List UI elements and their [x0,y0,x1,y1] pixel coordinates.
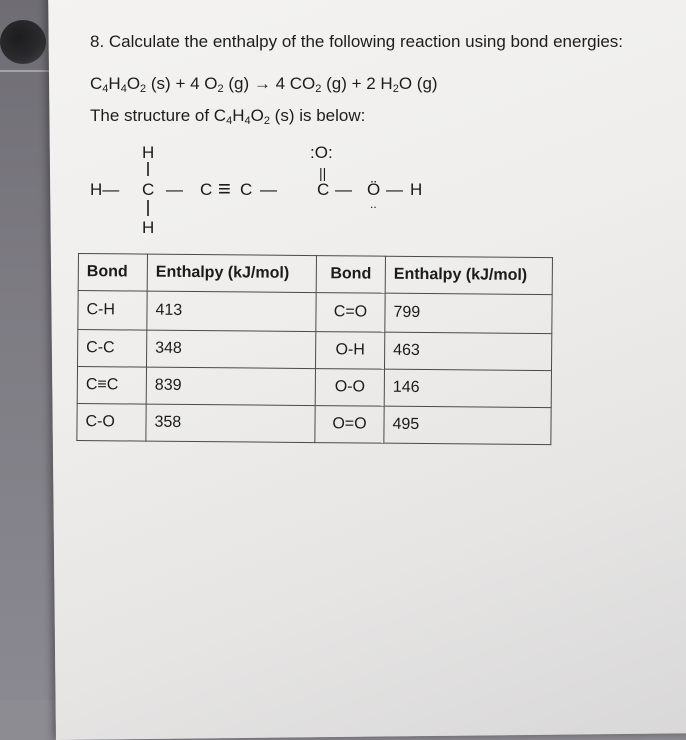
cell-enthalpy: 495 [384,406,551,444]
structure-prompt: The structure of $C_4H_4O_2$ (s) is below: [90,106,366,127]
table-row [78,291,552,334]
cell-enthalpy: 463 [384,332,551,370]
question-title: 8. Calculate the enthalpy of the following reaction using bond energies: [90,32,624,51]
cell-bond: C-C [78,330,147,368]
atom-c3: C [240,180,253,199]
table-row [77,403,551,444]
atom-c2: C [200,180,213,199]
molecule-structure [80,138,460,248]
bond-triple: ≡ [218,176,231,201]
cell-bond: C-O [77,403,146,441]
atom-h-bottom: H [142,218,155,237]
atom-h-left: H— [90,180,120,199]
cell-bond: C≡C [77,367,146,405]
header-bond-1: Bond [78,254,147,292]
cell-enthalpy: 358 [146,404,315,442]
reaction-equation: $C_4H_4O_2$ (s) + 4 $O_2$ (g) → 4 $CO_2$ (g) + 2 $H_2O$ (g) [90,74,438,95]
bond-c1-c2: — [166,180,183,199]
bond-c3-c4: — [260,180,277,199]
atom-h-right: H [410,180,423,199]
table-header-row [78,254,552,295]
lone-pair-dots: .. [370,197,377,211]
bond-o-h: — [386,180,403,199]
cell-bond: O=O [315,406,384,444]
cell-bond: C=O [316,293,385,333]
cell-bond: O-H [316,332,385,370]
cell-enthalpy: 348 [147,330,316,368]
cell-bond: C-H [78,291,147,331]
atom-o-double: :O: [310,143,333,162]
cell-enthalpy: 146 [384,369,551,407]
cell-enthalpy: 839 [146,367,315,405]
bond-double: || [319,165,327,181]
atom-c1: C [142,180,155,199]
cell-enthalpy: 799 [385,293,552,333]
atom-o-single: Ö [367,180,381,199]
header-bond-2: Bond [316,256,385,294]
cell-bond: O-O [315,369,384,407]
cell-enthalpy: 413 [147,291,316,331]
atom-c4: C [317,180,330,199]
bond-energy-table [76,253,553,445]
bond-c4-o: — [335,180,352,199]
header-enthalpy-2: Enthalpy (kJ/mol) [385,256,552,294]
table-row [78,330,552,371]
table-row [77,367,551,408]
header-enthalpy-1: Enthalpy (kJ/mol) [147,254,316,292]
atom-h-top: H [142,143,155,162]
